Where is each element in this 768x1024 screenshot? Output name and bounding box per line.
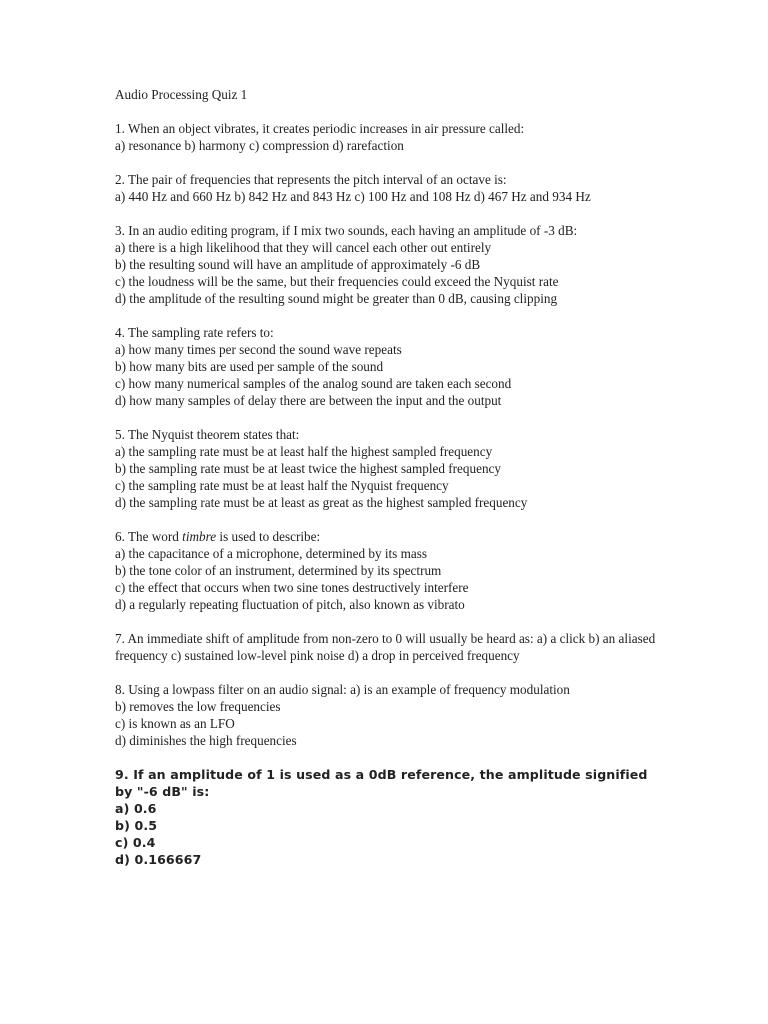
question-9-option-a: a) 0.6	[115, 801, 157, 816]
question-6-option-b: b) the tone color of an instrument, determined by its spectrum	[115, 563, 442, 578]
question-1	[115, 120, 660, 154]
question-9-option-b: b) 0.5	[115, 818, 158, 833]
question-8-prompt: 8. Using a lowpass filter on an audio signal: a) is an example of frequency modulation	[115, 682, 570, 697]
question-5	[115, 426, 660, 511]
question-3-option-a: a) there is a high likelihood that they will cancel each other out entirely	[115, 240, 492, 255]
question-7	[115, 630, 660, 664]
question-4-option-c: c) how many numerical samples of the analog sound are taken each second	[115, 376, 512, 391]
question-5-option-c: c) the sampling rate must be at least half the Nyquist frequency	[115, 478, 449, 493]
question-9-option-d: d) 0.166667	[115, 852, 202, 867]
question-5-option-d: d) the sampling rate must be at least as great as the highest sampled frequency	[115, 495, 528, 510]
question-8-option-d: d) diminishes the high frequencies	[115, 733, 297, 748]
question-1-options: a) resonance b) harmony c) compression d) rarefaction	[115, 138, 404, 153]
question-3	[115, 222, 660, 307]
question-1-prompt: 1. When an object vibrates, it creates periodic increases in air pressure called:	[115, 121, 525, 136]
question-8-option-b: b) removes the low frequencies	[115, 699, 281, 714]
question-6-emphasis-word: timbre	[182, 529, 217, 544]
question-6	[115, 528, 660, 613]
question-5-option-b: b) the sampling rate must be at least twice the highest sampled frequency	[115, 461, 501, 476]
question-8-option-c: c) is known as an LFO	[115, 716, 235, 731]
question-4-option-b: b) how many bits are used per sample of the sound	[115, 359, 384, 374]
question-2-options: a) 440 Hz and 660 Hz b) 842 Hz and 843 Hz c) 100 Hz and 108 Hz d) 467 Hz and 934 Hz	[115, 189, 591, 204]
question-6-option-d: d) a regularly repeating fluctuation of pitch, also known as vibrato	[115, 597, 465, 612]
question-6-option-c: c) the effect that occurs when two sine tones destructively interfere	[115, 580, 469, 595]
question-8	[115, 681, 660, 749]
question-4-option-a: a) how many times per second the sound wave repeats	[115, 342, 402, 357]
question-3-prompt: 3. In an audio editing program, if I mix two sounds, each having an amplitude of -3 dB:	[115, 223, 578, 238]
question-6-prompt-end: is used to describe:	[216, 529, 321, 544]
question-3-option-d: d) the amplitude of the resulting sound might be greater than 0 dB, causing clipping	[115, 291, 558, 306]
question-7-text: 7. An immediate shift of amplitude from non-zero to 0 will usually be heard as: a) a click b) an aliased frequency c) sustained low-level pink noise d) a drop in perceived frequency	[115, 631, 656, 663]
question-3-option-b: b) the resulting sound will have an amplitude of approximately -6 dB	[115, 257, 481, 272]
quiz-page	[115, 86, 660, 885]
question-3-option-c: c) the loudness will be the same, but their frequencies could exceed the Nyquist rate	[115, 274, 559, 289]
question-5-prompt: 5. The Nyquist theorem states that:	[115, 427, 300, 442]
question-6-prompt-start: 6. The word	[115, 529, 183, 544]
question-4	[115, 324, 660, 409]
question-6-option-a: a) the capacitance of a microphone, determined by its mass	[115, 546, 427, 561]
page-title: Audio Processing Quiz 1	[115, 87, 248, 102]
question-2-prompt: 2. The pair of frequencies that represents the pitch interval of an octave is:	[115, 172, 507, 187]
question-9-prompt: 9. If an amplitude of 1 is used as a 0dB reference, the amplitude signified by "-6 dB" is:	[115, 767, 648, 799]
question-9	[115, 766, 660, 868]
question-4-prompt: 4. The sampling rate refers to:	[115, 325, 274, 340]
question-6-prompt	[115, 528, 660, 545]
question-9-option-c: c) 0.4	[115, 835, 156, 850]
question-5-option-a: a) the sampling rate must be at least half the highest sampled frequency	[115, 444, 493, 459]
question-4-option-d: d) how many samples of delay there are between the input and the output	[115, 393, 502, 408]
question-2	[115, 171, 660, 205]
